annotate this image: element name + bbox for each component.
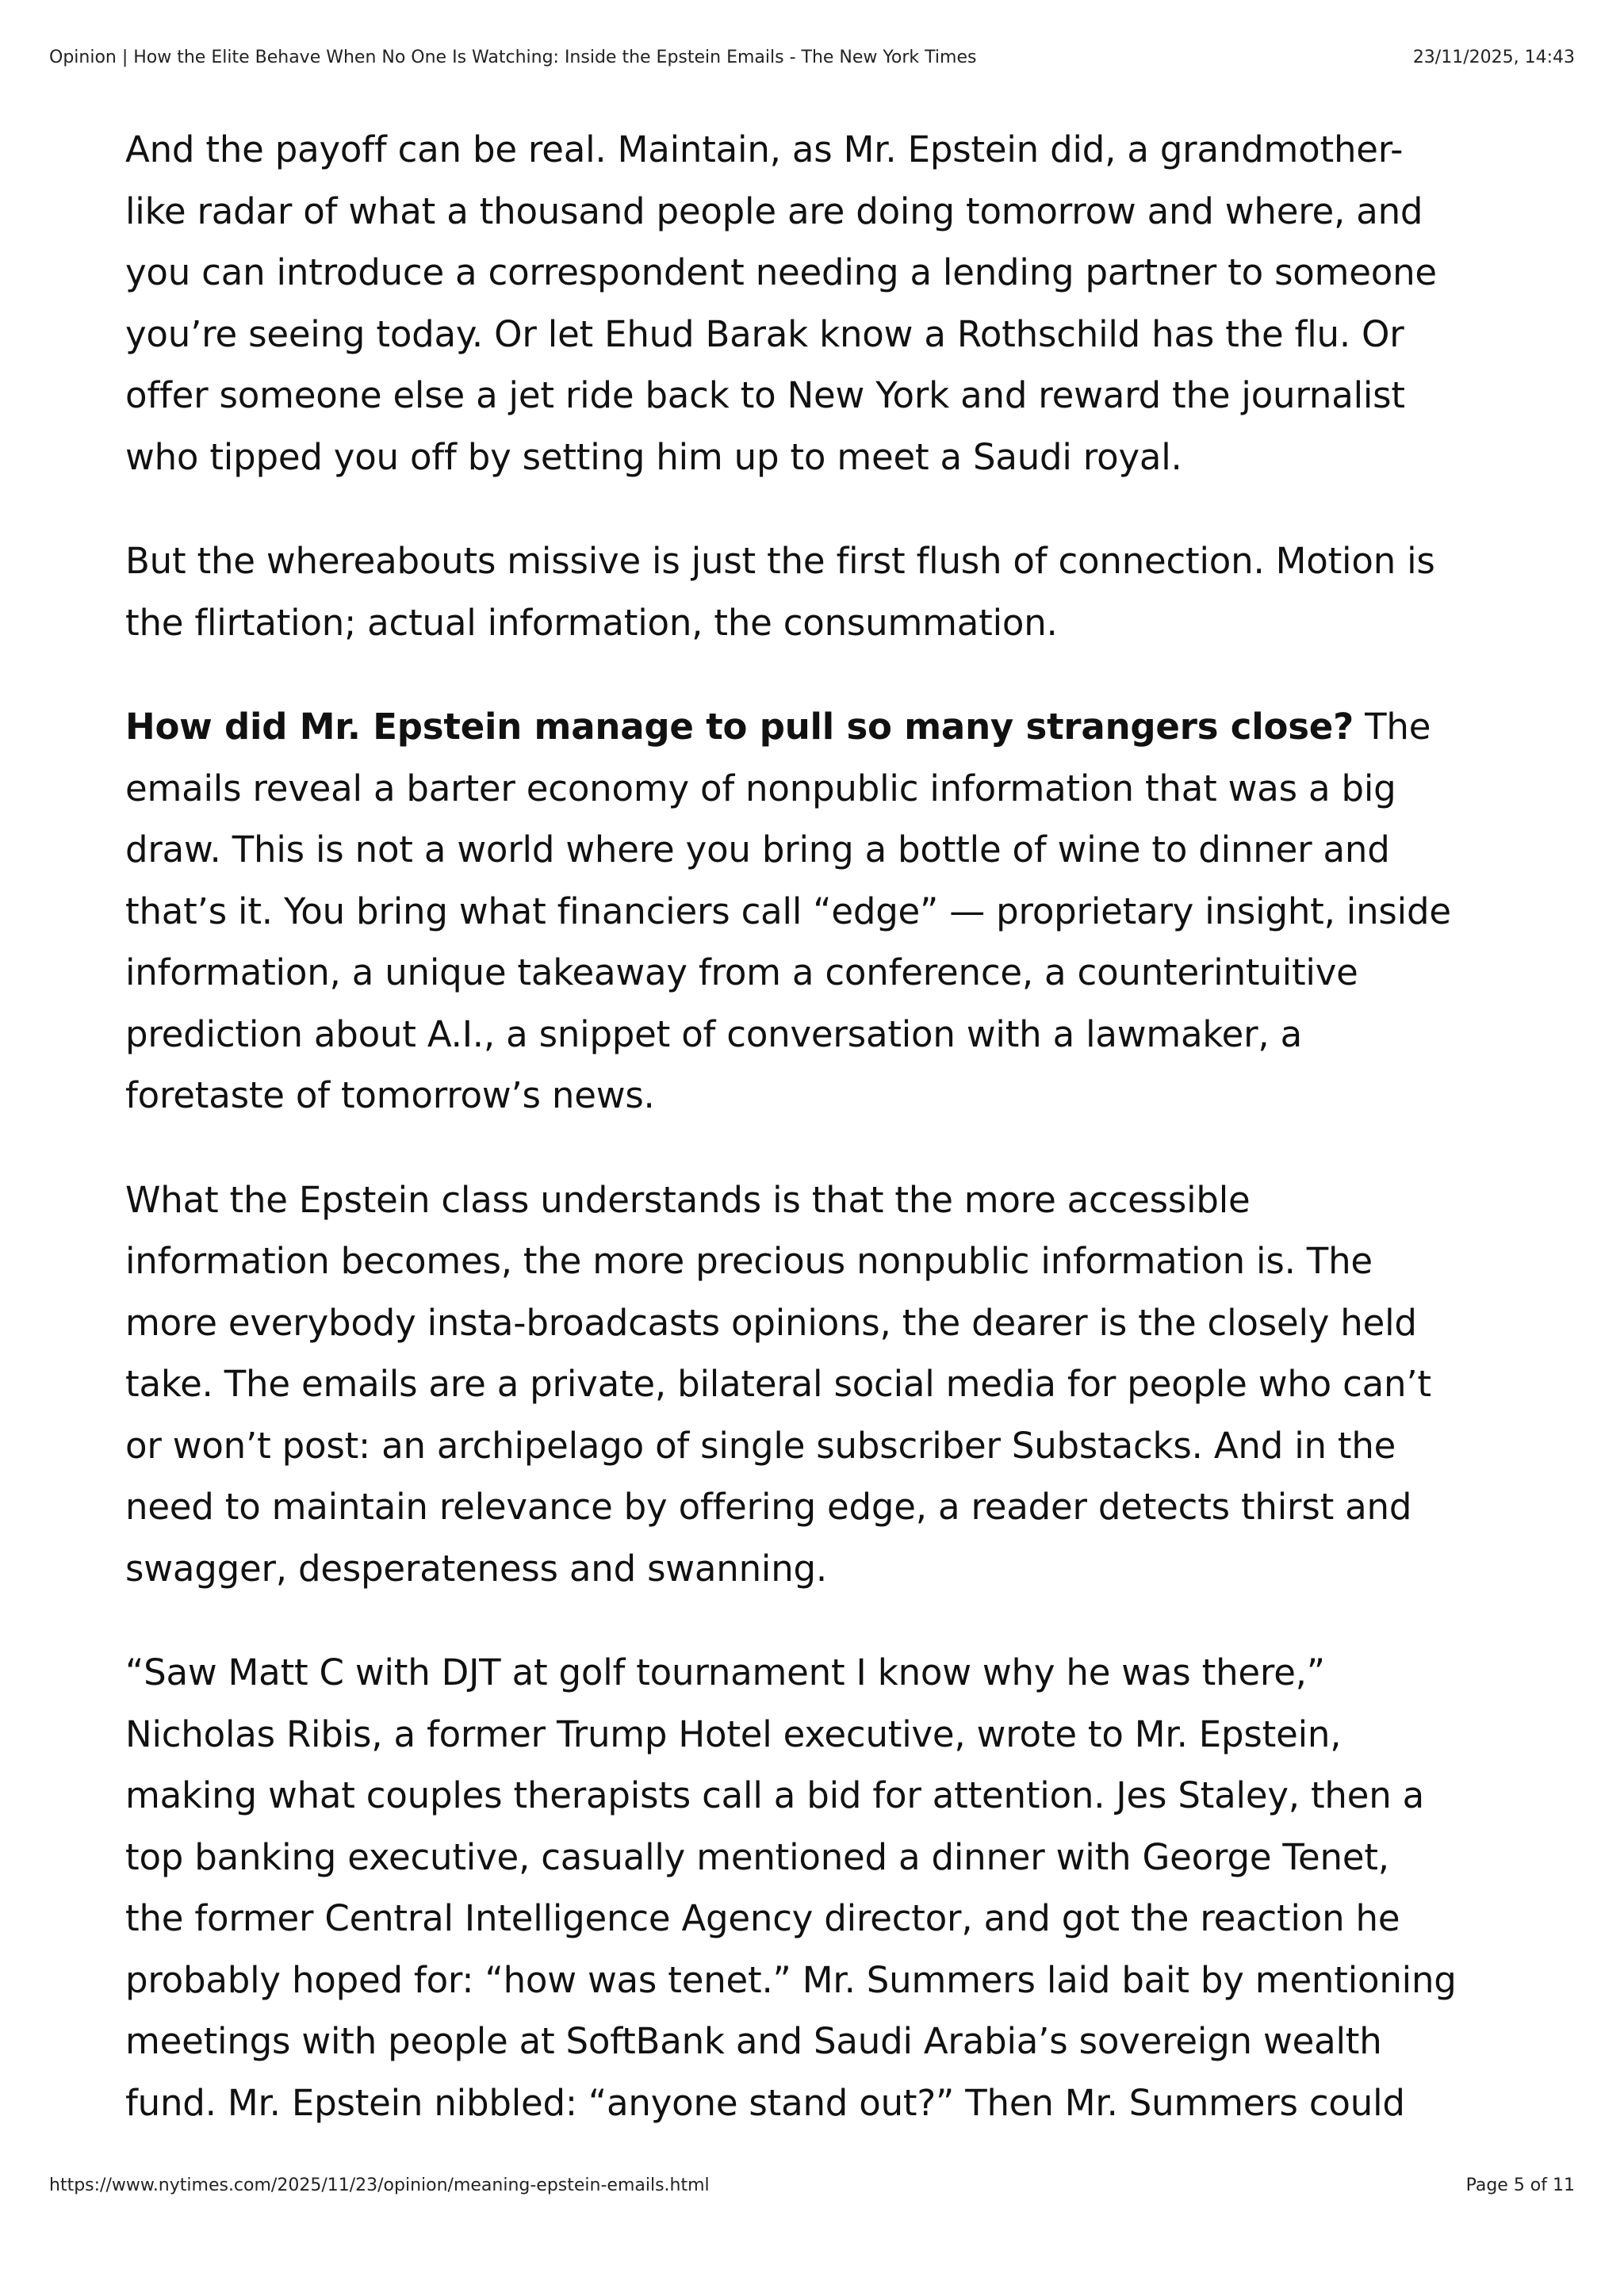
bold-lead-question: How did Mr. Epstein manage to pull so many strangers close? xyxy=(125,706,1354,748)
text-line: prediction about A.I., a snippet of conversation with a lawmaker, a xyxy=(125,1012,1302,1055)
lead-continuation: The xyxy=(1354,706,1431,748)
text-line: probably hoped for: “how was tenet.” Mr. Summers laid bait by mentioning xyxy=(125,1958,1457,2001)
paragraph-barter-economy xyxy=(125,696,1521,1127)
paragraph-whereabouts xyxy=(125,530,1521,653)
text-line: or won’t post: an archipelago of single subscriber Substacks. And in the xyxy=(125,1424,1396,1467)
text-line: And the payoff can be real. Maintain, as Mr. Epstein did, a grandmother- xyxy=(125,128,1404,170)
article-body xyxy=(125,119,1521,2176)
page-url: https://www.nytimes.com/2025/11/23/opinion/meaning-epstein-emails.html xyxy=(49,2175,710,2195)
text-line xyxy=(125,696,1521,758)
text-line: fund. Mr. Epstein nibbled: “anyone stand out?” Then Mr. Summers could xyxy=(125,2081,1405,2124)
text-line: you can introduce a correspondent needing a lending partner to someone xyxy=(125,251,1437,293)
text-line: the former Central Intelligence Agency director, and got the reaction he xyxy=(125,1897,1400,1939)
print-header xyxy=(49,48,1575,67)
text-line: information becomes, the more precious nonpublic information is. The xyxy=(125,1240,1373,1282)
paragraph-saw-matt-c xyxy=(125,1642,1521,2133)
text-line: top banking executive, casually mentioned a dinner with George Tenet, xyxy=(125,1835,1389,1878)
text-line: meetings with people at SoftBank and Saudi Arabia’s sovereign wealth xyxy=(125,2020,1382,2062)
print-datetime: 23/11/2025, 14:43 xyxy=(1412,48,1575,67)
text-line: But the whereabouts missive is just the first flush of connection. Motion is xyxy=(125,540,1435,582)
text-line: offer someone else a jet ride back to New York and reward the journalist xyxy=(125,374,1405,416)
text-line: more everybody insta-broadcasts opinions, the dearer is the closely held xyxy=(125,1301,1417,1344)
text-line: the flirtation; actual information, the consummation. xyxy=(125,601,1058,644)
print-footer xyxy=(49,2175,1575,2195)
text-line: take. The emails are a private, bilateral social media for people who can’t xyxy=(125,1363,1431,1405)
page-title: Opinion | How the Elite Behave When No One Is Watching: Inside the Epstein Emails - The New York Times xyxy=(49,48,977,67)
text-line: “Saw Matt C with DJT at golf tournament I know why he was there,” xyxy=(125,1651,1325,1693)
text-line: Nicholas Ribis, a former Trump Hotel executive, wrote to Mr. Epstein, xyxy=(125,1712,1342,1755)
text-line: you’re seeing today. Or let Ehud Barak know a Rothschild has the flu. Or xyxy=(125,312,1404,355)
text-line: What the Epstein class understands is that the more accessible xyxy=(125,1178,1251,1221)
text-line: swagger, desperateness and swanning. xyxy=(125,1547,828,1590)
text-line: emails reveal a barter economy of nonpublic information that was a big xyxy=(125,767,1396,809)
text-line: who tipped you off by setting him up to meet a Saudi royal. xyxy=(125,435,1182,478)
paragraph-payoff xyxy=(125,119,1521,488)
text-line: foretaste of tomorrow’s news. xyxy=(125,1074,655,1116)
text-line: information, a unique takeaway from a conference, a counterintuitive xyxy=(125,951,1358,993)
text-line: that’s it. You bring what financiers call “edge” — proprietary insight, inside xyxy=(125,890,1451,932)
text-line: draw. This is not a world where you bring a bottle of wine to dinner and xyxy=(125,828,1390,871)
text-line: need to maintain relevance by offering edge, a reader detects thirst and xyxy=(125,1486,1412,1528)
text-line: like radar of what a thousand people are doing tomorrow and where, and xyxy=(125,189,1423,232)
text-line: making what couples therapists call a bid for attention. Jes Staley, then a xyxy=(125,1774,1425,1816)
paragraph-epstein-class xyxy=(125,1169,1521,1600)
page-number: Page 5 of 11 xyxy=(1465,2175,1575,2195)
